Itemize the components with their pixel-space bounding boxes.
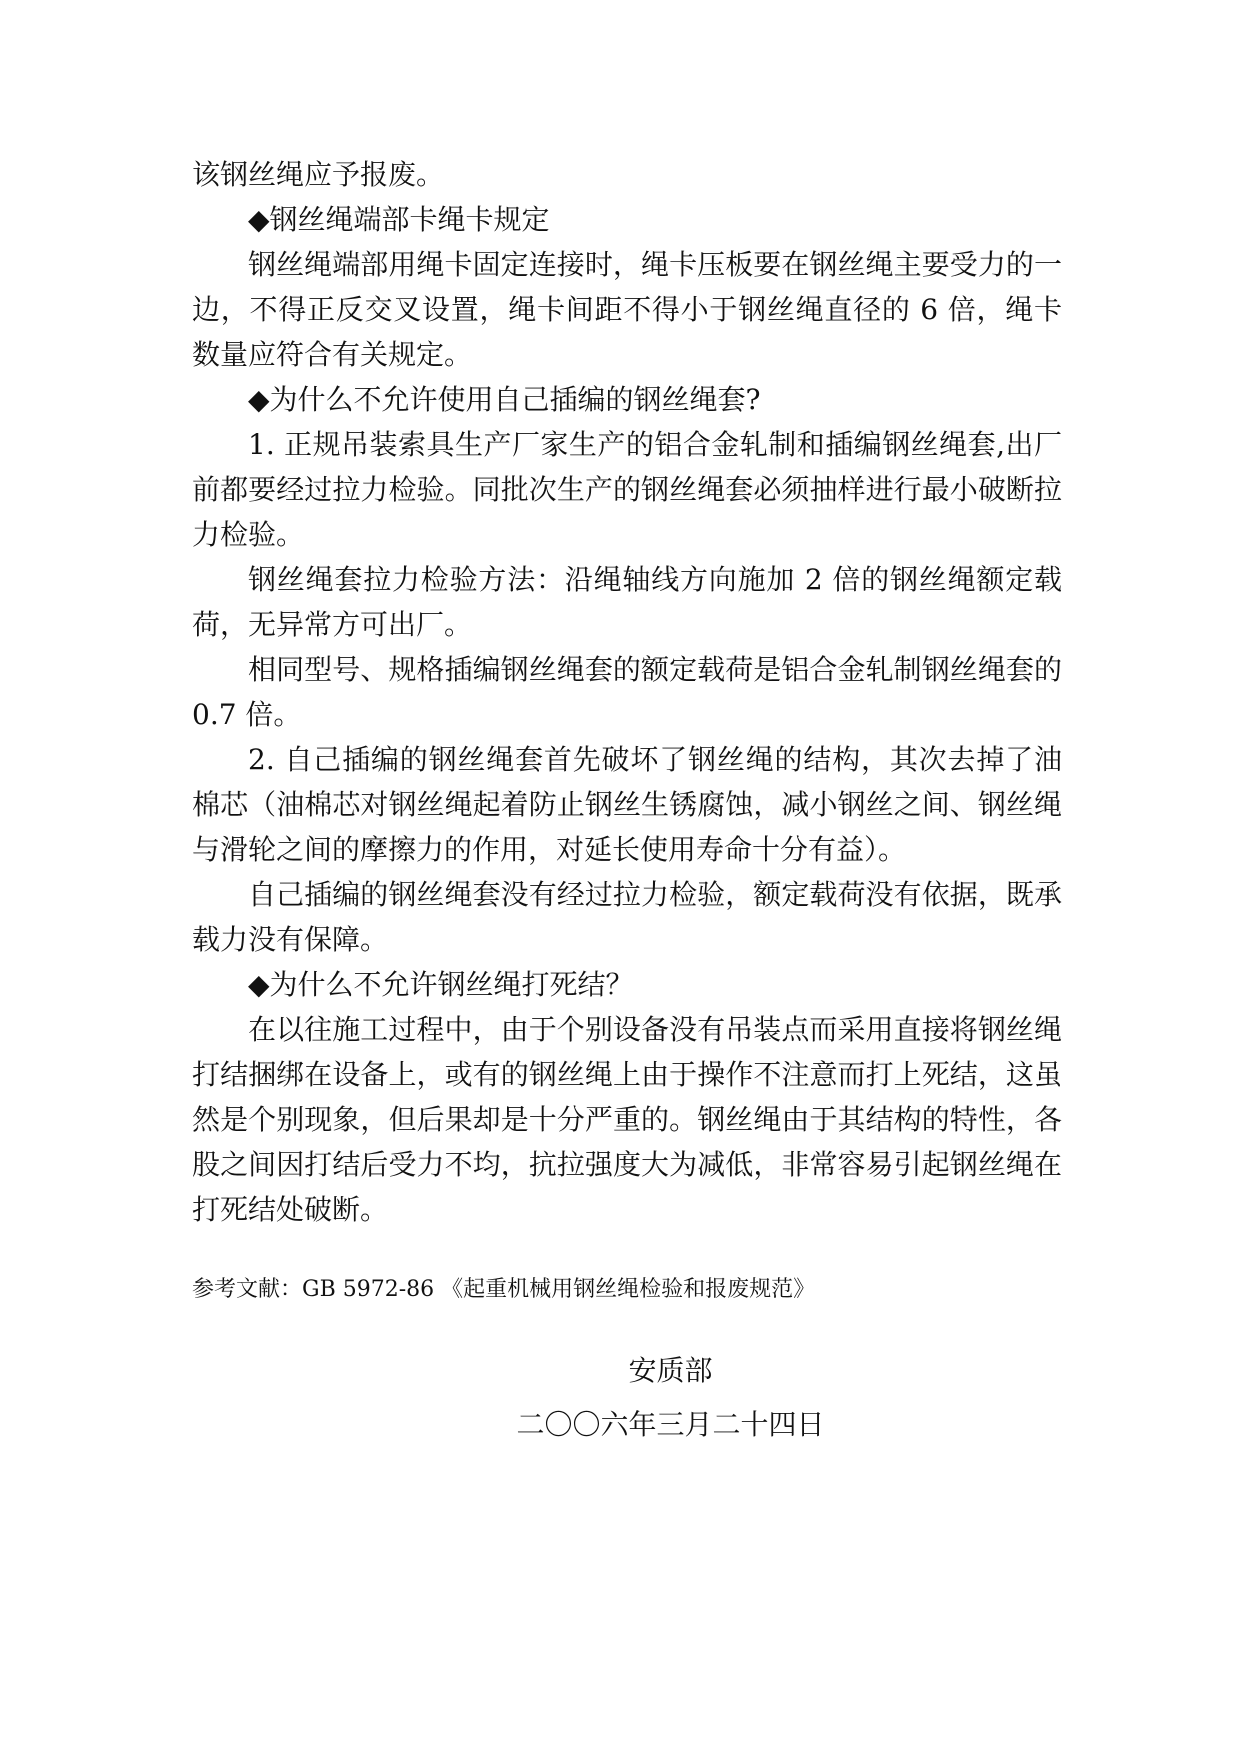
paragraph-1: 该钢丝绳应予报废。 — [192, 158, 445, 191]
signature-date: 二〇〇六年三月二十四日 — [516, 1408, 825, 1441]
paragraph-dead-knot: 在以往施工过程中，由于个别设备没有吊装点而采用直接将钢丝绳打结捆绑在设备上，或有的钢丝绳上由于操作不注意而打上死结，这虽然是个别现象，但后果却是十分严重的。钢丝绳由于其结构的特性，各股之间因打结后受力不均，抗拉强度大为减低，非常容易引起钢丝绳在打死结处破断。 — [192, 1013, 1062, 1226]
paragraph-self-spliced-untested: 自己插编的钢丝绳套没有经过拉力检验，额定载荷没有依据，既承载力没有保障。 — [192, 878, 1062, 956]
section-heading-rope-clamp: ◆钢丝绳端部卡绳卡规定 — [248, 203, 550, 236]
paragraph-self-spliced-damage: 2. 自己插编的钢丝绳套首先破坏了钢丝绳的结构，其次去掉了油棉芯（油棉芯对钢丝绳起着防止钢丝生锈腐蚀，减小钢丝之间、钢丝绳与滑轮之间的摩擦力的作用，对延长使用寿命十分有益）。 — [192, 743, 1062, 866]
paragraph-rated-load: 相同型号、规格插编钢丝绳套的额定载荷是铝合金轧制钢丝绳套的 0.7 倍。 — [192, 653, 1062, 731]
document-body — [192, 152, 1062, 1310]
paragraph-test-method: 钢丝绳套拉力检验方法：沿绳轴线方向施加 2 倍的钢丝绳额定载荷，无异常方可出厂。 — [192, 563, 1062, 641]
paragraph-factory-sling: 1. 正规吊装索具生产厂家生产的铝合金轧制和插编钢丝绳套,出厂前都要经过拉力检验。同批次生产的钢丝绳套必须抽样进行最小破断拉力检验。 — [192, 428, 1062, 551]
signature-department: 安质部 — [628, 1354, 713, 1387]
section-heading-dead-knot: ◆为什么不允许钢丝绳打死结？ — [248, 968, 634, 1001]
section-heading-self-spliced: ◆为什么不允许使用自己插编的钢丝绳套? — [248, 383, 761, 416]
paragraph-rope-clamp-rules: 钢丝绳端部用绳卡固定连接时，绳卡压板要在钢丝绳主要受力的一边，不得正反交叉设置，绳卡间距不得小于钢丝绳直径的 6 倍，绳卡数量应符合有关规定。 — [192, 248, 1062, 371]
reference-citation: 参考文献：GB 5972-86 《起重机械用钢丝绳检验和报废规范》 — [192, 1277, 816, 1302]
